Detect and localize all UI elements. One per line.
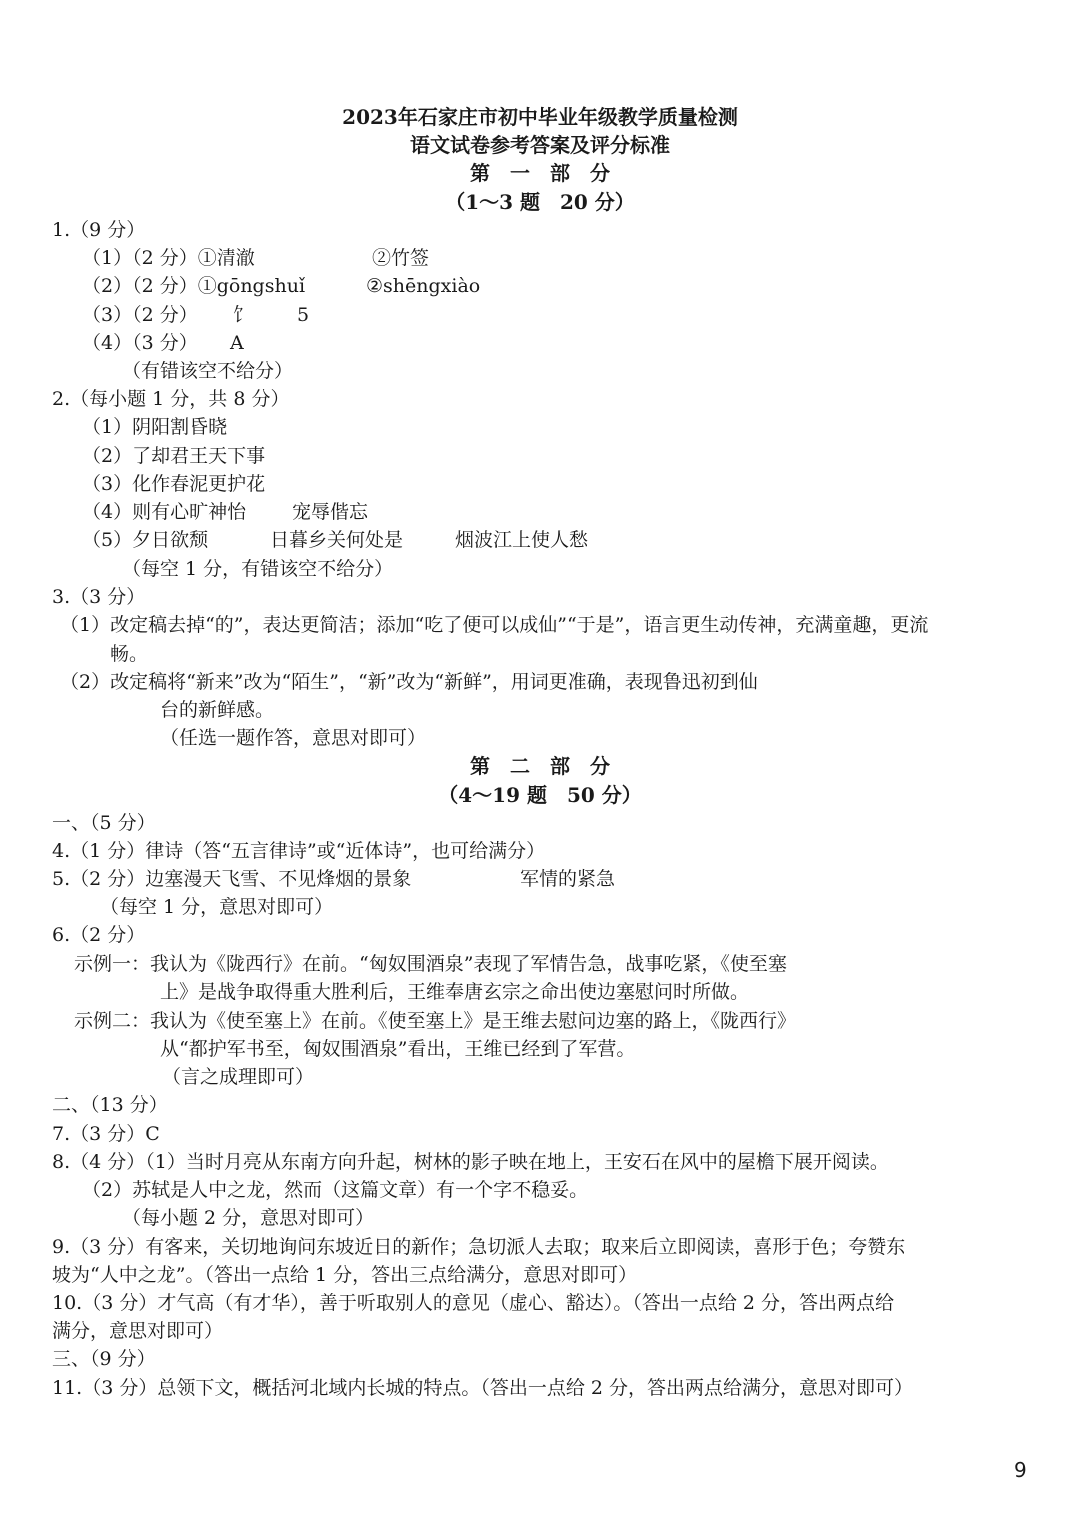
q5-note: （每空 1 分，意思对即可） [100, 896, 334, 918]
q3-label: 3.（3 分） [52, 586, 146, 608]
q6-example1-line1: 示例一：我认为《陇西行》在前。“匈奴围酒泉”表现了军情告急，战事吃紧，《使至塞 [74, 953, 787, 975]
q5-answer-a: 5.（2 分）边塞漫天飞雪、不见烽烟的景象 [52, 868, 412, 890]
q2-line3: （3）化作春泥更护花 [82, 473, 266, 495]
q6-label: 6.（2 分） [52, 924, 146, 946]
q1-sub3-a: 饣 [233, 304, 253, 326]
q1-sub4-num: （4）（3 分） [82, 332, 198, 354]
q1-sub2-a: ①gōngshuǐ [197, 275, 306, 297]
q8-line2: （2）苏轼是人中之龙，然而（这篇文章）有一个字不稳妥。 [82, 1179, 589, 1201]
q3-line2b: 台的新鲜感。 [160, 699, 275, 721]
q3-line1b: 畅。 [110, 643, 149, 665]
document-subtitle: 语文试卷参考答案及评分标准 [410, 133, 670, 157]
q1-sub2-b: ②shēngxiào [366, 275, 481, 297]
section-one-label: 一、（5 分） [52, 812, 156, 834]
q4-text: 4.（1 分）律诗（答“五言律诗”或“近体诗”，也可给满分） [52, 840, 546, 862]
q1-sub2 [82, 272, 305, 300]
q2-line4a: （4）则有心旷神怡 [82, 501, 247, 523]
q2-line5c: 烟波江上使人愁 [455, 529, 589, 551]
q3-line2a: （2）改定稿将“新来”改为“陌生”，“新”改为“新鲜”，用词更准确，表现鲁迅初到仙 [60, 671, 758, 693]
q1-sub3-num: （3）（2 分） [82, 304, 198, 326]
q2-line5b: 日暮乡关何处是 [270, 529, 404, 551]
q6-example2-line1: 示例二：我认为《使至塞上》在前。《使至塞上》是王维去慰问边塞的路上，《陇西行》 [74, 1010, 797, 1032]
q1-sub1-a: ①清澈 [197, 247, 255, 269]
section-two-label: 二、（13 分） [52, 1094, 168, 1116]
q1-label: 1.（9 分） [52, 219, 146, 241]
q7-text: 7.（3 分）C [52, 1123, 160, 1145]
section-three-label: 三、（9 分） [52, 1348, 156, 1370]
q11-text: 11.（3 分）总领下文，概括河北域内长城的特点。（答出一点给 2 分，答出两点给满分，意思对即可） [52, 1377, 914, 1399]
q2-line2: （2）了却君王天下事 [82, 445, 266, 467]
q9-line2: 坡为“人中之龙”。（答出一点给 1 分，答出三点给满分，意思对即可） [52, 1264, 638, 1286]
part-two-range: （4～19 题 50 分） [438, 783, 642, 807]
q8-note: （每小题 2 分，意思对即可） [122, 1207, 375, 1229]
q1-sub4-a: A [230, 332, 244, 354]
q9-line1: 9.（3 分）有客来，关切地询问东坡近日的新作；急切派人去取；取来后立即阅读，喜形于色；夸赞东 [52, 1236, 906, 1258]
document-title: 2023年石家庄市初中毕业年级教学质量检测 [342, 105, 738, 129]
q1-note: （有错该空不给分） [122, 360, 294, 382]
part-one-range: （1～3 题 20 分） [445, 190, 635, 214]
q3-note: （任选一题作答，意思对即可） [160, 727, 427, 749]
q3-line1a: （1）改定稿去掉“的”，表达更简洁；添加“吃了便可以成仙”“于是”，语言更生动传神，充满童趣，更流 [60, 614, 929, 636]
q1-sub1 [82, 244, 255, 272]
q8-line1: 8.（4 分）（1）当时月亮从东南方向升起，树林的影子映在地上，王安石在风中的屋檐下展开阅读。 [52, 1151, 889, 1173]
part-one-heading: 第 一 部 分 [470, 161, 610, 185]
page-number: 9 [1014, 1458, 1027, 1482]
q10-line1: 10.（3 分）才气高（有才华），善于听取别人的意见（虚心、豁达）。（答出一点给 2 分，答出两点给 [52, 1292, 895, 1314]
q1-sub3-b: 5 [297, 304, 310, 326]
part-two-heading: 第 二 部 分 [470, 754, 610, 778]
q10-line2: 满分，意思对即可） [52, 1320, 224, 1342]
q6-note: （言之成理即可） [162, 1066, 315, 1088]
q5-answer-b: 军情的紧急 [520, 868, 616, 890]
q2-line1: （1）阴阳割昏晓 [82, 416, 228, 438]
q2-line4b: 宠辱偕忘 [292, 501, 369, 523]
q6-example2-line2: 从“都护军书至，匈奴围酒泉”看出，王维已经到了军营。 [160, 1038, 636, 1060]
q1-sub2-num: （2）（2 分） [82, 275, 198, 297]
q2-label: 2.（每小题 1 分，共 8 分） [52, 388, 290, 410]
q2-note: （每空 1 分，有错该空不给分） [122, 558, 394, 580]
q1-sub1-b: ②竹签 [372, 247, 430, 269]
q6-example1-line2: 上》是战争取得重大胜利后，王维奉唐玄宗之命出使边塞慰问时所做。 [160, 981, 750, 1003]
q2-line5a: （5）夕日欲颓 [82, 529, 209, 551]
q1-sub1-num: （1）（2 分） [82, 247, 198, 269]
